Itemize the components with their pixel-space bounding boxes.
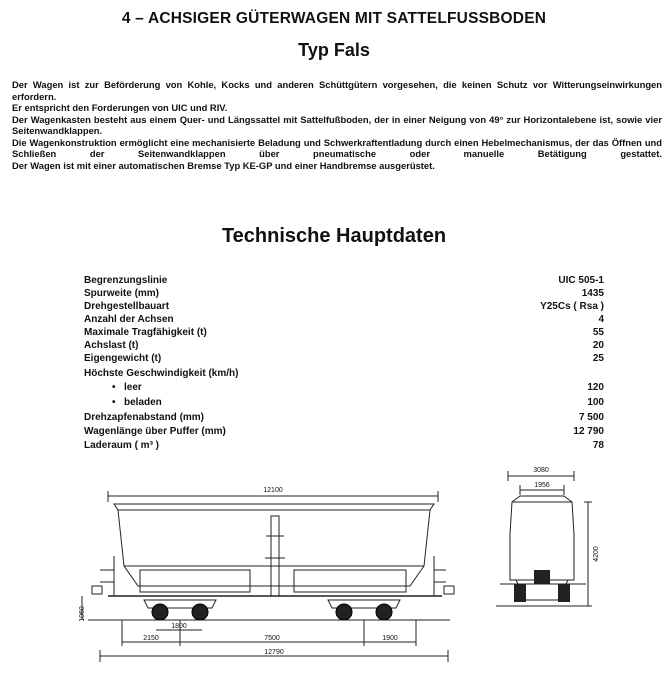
center-post [271,516,279,596]
bullet-icon: • [112,397,116,408]
spec-row: • leer 120 [112,382,604,393]
wheel [376,604,392,620]
specs-heading: Technische Hauptdaten [221,225,447,247]
dim-label: 3080 [533,467,549,474]
spec-row: Spurweite (mm) 1435 [84,288,604,299]
spec-row: Drehgestellbauart Y25Cs ( Rsa ) [84,301,604,312]
dim-label: 1060 [79,606,86,622]
buffer-right [444,586,454,594]
description-paragraph-3: Der Wagenkasten besteht aus einem Quer- und Längssattel mit Sattelfußboden, der in einer Neigung von 49° zur Horizontalebene ist, sowie vier Seitenwandklappen. [12,113,662,137]
description [12,79,662,172]
wheel [152,604,168,620]
dim-label: 1900 [382,635,398,642]
side-door-left [140,570,250,592]
page-title: 4 – ACHSIGER GÜTERWAGEN MIT SATTELFUSSBODEN [121,10,547,27]
buffer-left [92,586,102,594]
spec-row: Laderaum ( m³ ) 78 [84,440,604,451]
spec-row: Achslast (t) 20 [84,340,604,351]
spec-row: Begrenzungslinie UIC 505-1 [84,275,604,286]
description-paragraph-5: Der Wagen ist mit einer automatischen Bremse Typ KE-GP und einer Handbremse ausgerüstet. [12,159,435,171]
spec-row: Drehzapfenabstand (mm) 7 500 [84,412,604,423]
spec-row: Höchste Geschwindigkeit (km/h) [84,368,239,379]
dim-label: 1800 [171,623,187,630]
end-body [510,502,574,580]
description-paragraph-2: Er entspricht den Forderungen von UIC und RIV. [12,102,228,113]
spec-row: Eigengewicht (t) 25 [84,353,604,364]
spec-row: Wagenlänge über Puffer (mm) 12 790 [84,426,604,437]
end-wheel-right [558,584,570,602]
side-view-drawing [78,480,458,670]
wheel [336,604,352,620]
wheel [192,604,208,620]
dim-label: 4200 [593,546,600,562]
dim-label: 2150 [143,635,159,642]
description-paragraph-1: Der Wagen ist zur Beförderung von Kohle, Kocks und anderen Schüttgütern vorgesehen, die keinen Schutz vor Witterungseinwirkungen erfordern. [12,79,662,102]
bullet-icon: • [112,382,116,393]
dim-label: 1956 [534,482,550,489]
description-paragraph-4: Die Wagenkonstruktion ermöglicht eine mechanisierte Beladung und Schwerkraftentladung durch einen Hebelmechanismus, der das Öffnen und Schließen der Seitenwandklappen über pneumatische oder manuelle Betätigung gestattet. [12,136,662,160]
dim-label: 12100 [263,487,283,494]
dim-label: 7500 [264,635,280,642]
dim-label: 12790 [264,649,284,656]
end-view-drawing [490,462,610,632]
spec-row: Anzahl der Achsen 4 [84,314,604,325]
spec-row: • beladen 100 [112,397,604,408]
spec-row: Maximale Tragfähigkeit (t) 55 [84,327,604,338]
side-door-right [294,570,406,592]
page-subtitle: Typ Fals [298,40,370,60]
end-wheel-left [514,584,526,602]
coupler [534,570,550,584]
